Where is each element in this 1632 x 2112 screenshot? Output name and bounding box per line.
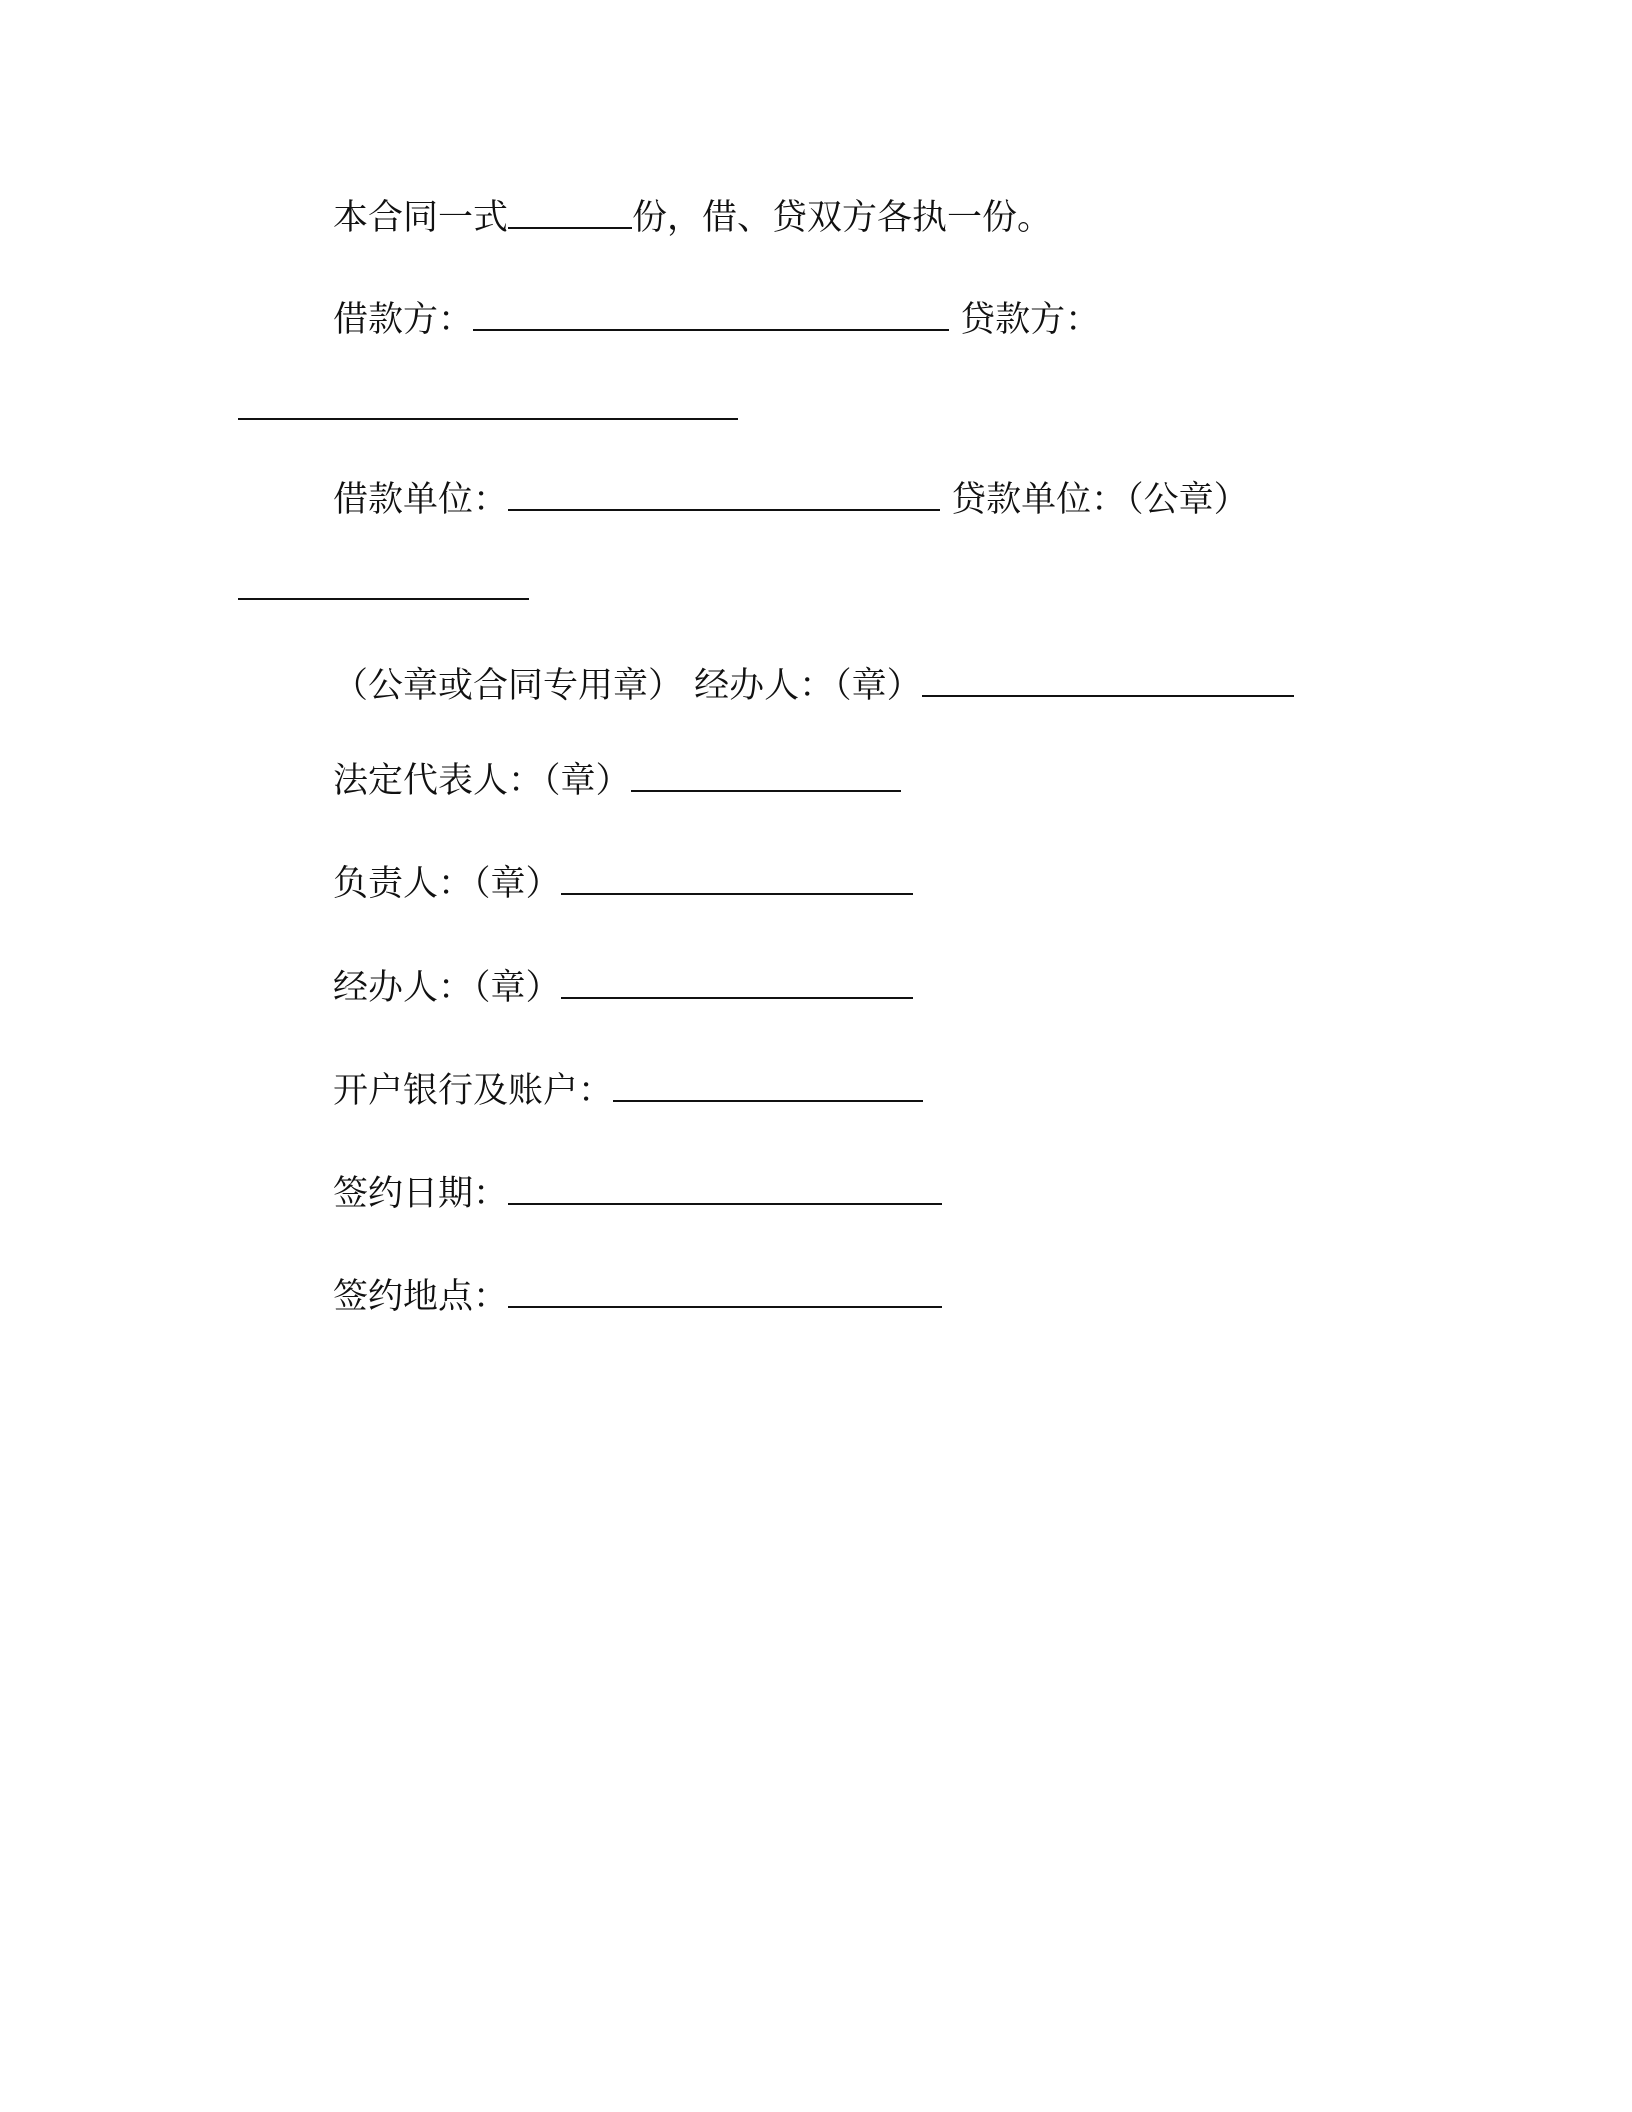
- seal-label: （公章或合同专用章）: [333, 666, 684, 706]
- lender-unit-blank[interactable]: [238, 568, 529, 600]
- sign-date-line: [333, 1172, 942, 1216]
- lender-label: 贷款方：: [960, 300, 1101, 340]
- legal-rep-line: [333, 759, 901, 803]
- copies-prefix: 本合同一式: [333, 198, 509, 238]
- borrower-line: [333, 298, 1100, 342]
- seal-line: [333, 664, 1294, 708]
- borrower-unit-blank[interactable]: [508, 479, 940, 511]
- sign-place-line: [333, 1275, 942, 1319]
- handler-line: [333, 966, 913, 1010]
- bank-account-blank[interactable]: [613, 1070, 923, 1102]
- bank-account-line: [333, 1069, 923, 1113]
- borrower-blank[interactable]: [473, 299, 949, 331]
- person-in-charge-label: 负责人：（章）: [333, 864, 561, 904]
- seal-handler-blank[interactable]: [922, 665, 1294, 697]
- borrower-label: 借款方：: [333, 300, 474, 340]
- legal-rep-blank[interactable]: [631, 760, 901, 792]
- seal-handler-label: 经办人：（章）: [694, 666, 922, 706]
- lender-unit-blank-line: [238, 567, 529, 611]
- sign-date-blank[interactable]: [508, 1173, 942, 1205]
- handler-blank[interactable]: [561, 967, 913, 999]
- bank-account-label: 开户银行及账户：: [333, 1071, 614, 1111]
- copies-suffix: 份，借、贷双方各执一份。: [632, 198, 1053, 238]
- person-in-charge-line: [333, 862, 913, 906]
- sign-place-blank[interactable]: [508, 1276, 942, 1308]
- lender-unit-label: 贷款单位：（公章）: [951, 480, 1249, 520]
- sign-date-label: 签约日期：: [333, 1174, 509, 1214]
- handler-label: 经办人：（章）: [333, 968, 561, 1008]
- sign-place-label: 签约地点：: [333, 1277, 509, 1317]
- unit-line: [333, 478, 1249, 522]
- legal-rep-label: 法定代表人：（章）: [333, 761, 631, 801]
- copies-count-blank[interactable]: [508, 197, 632, 229]
- lender-blank-line: [238, 387, 738, 431]
- lender-blank[interactable]: [238, 388, 738, 420]
- borrower-unit-label: 借款单位：: [333, 480, 509, 520]
- person-in-charge-blank[interactable]: [561, 863, 913, 895]
- copies-line: [333, 196, 1052, 240]
